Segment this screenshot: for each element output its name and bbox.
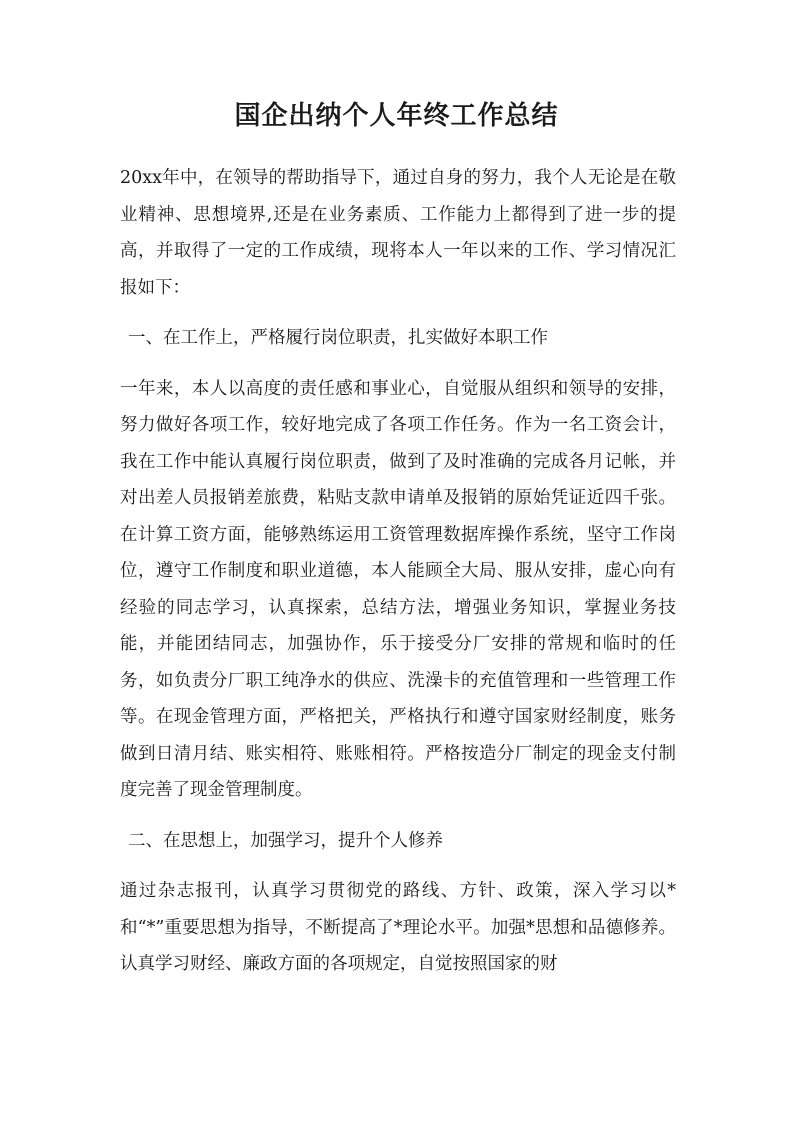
section-heading-thought: 二、在思想上，加强学习，提升个人修养 xyxy=(128,830,443,851)
document-body xyxy=(120,160,676,997)
work-paragraph: 一年来，本人以高度的责任感和事业心，自觉服从组织和领导的安排，努力做好各项工作，较好地完成了各项工作任务。作为一名工资会计，我在工作中能认真履行岗位职责，做到了及时准确的完成各月记帐，并对出差人员报销差旅费，粘贴支款申请单及报销的原始凭证近四千张。在计算工资方面，能够熟练运用工资管理数据库操作系统，坚守工作岗位，遵守工作制度和职业道德，本人能顾全大局、服从安排，虚心向有经验的同志学习，认真探索，总结方法，增强业务知识，掌握业务技能，并能团结同志，加强协作，乐于接受分厂安排的常规和临时的任务，如负责分厂职工纯净水的供应、洗澡卡的充值管理和一些管理工作等。在现金管理方面，严格把关，严格执行和遵守国家财经制度，账务做到日清月结、账实相符、账账相符。严格按造分厂制定的现金支付制度完善了现金管理制度。 xyxy=(120,378,676,800)
intro-paragraph: 20xx年中，在领导的帮助指导下，通过自身的努力，我个人无论是在敬业精神、思想境界,还是在业务素质、工作能力上都得到了进一步的提高，并取得了一定的工作成绩，现将本人一年以来的工作、学习情况汇报如下： xyxy=(120,168,676,298)
section-heading-work: 一、在工作上，严格履行岗位职责，扎实做好本职工作 xyxy=(128,328,548,348)
document-title: 国企出纳个人年终工作总结 xyxy=(234,101,559,131)
thought-paragraph: 通过杂志报刊，认真学习贯彻党的路线、方针、政策，深入学习以*和“*”重要思想为指导，不断提高了*理论水平。加强*思想和品德修养。认真学习财经、廉政方面的各项规定，自觉按照国家的财 xyxy=(120,881,676,974)
